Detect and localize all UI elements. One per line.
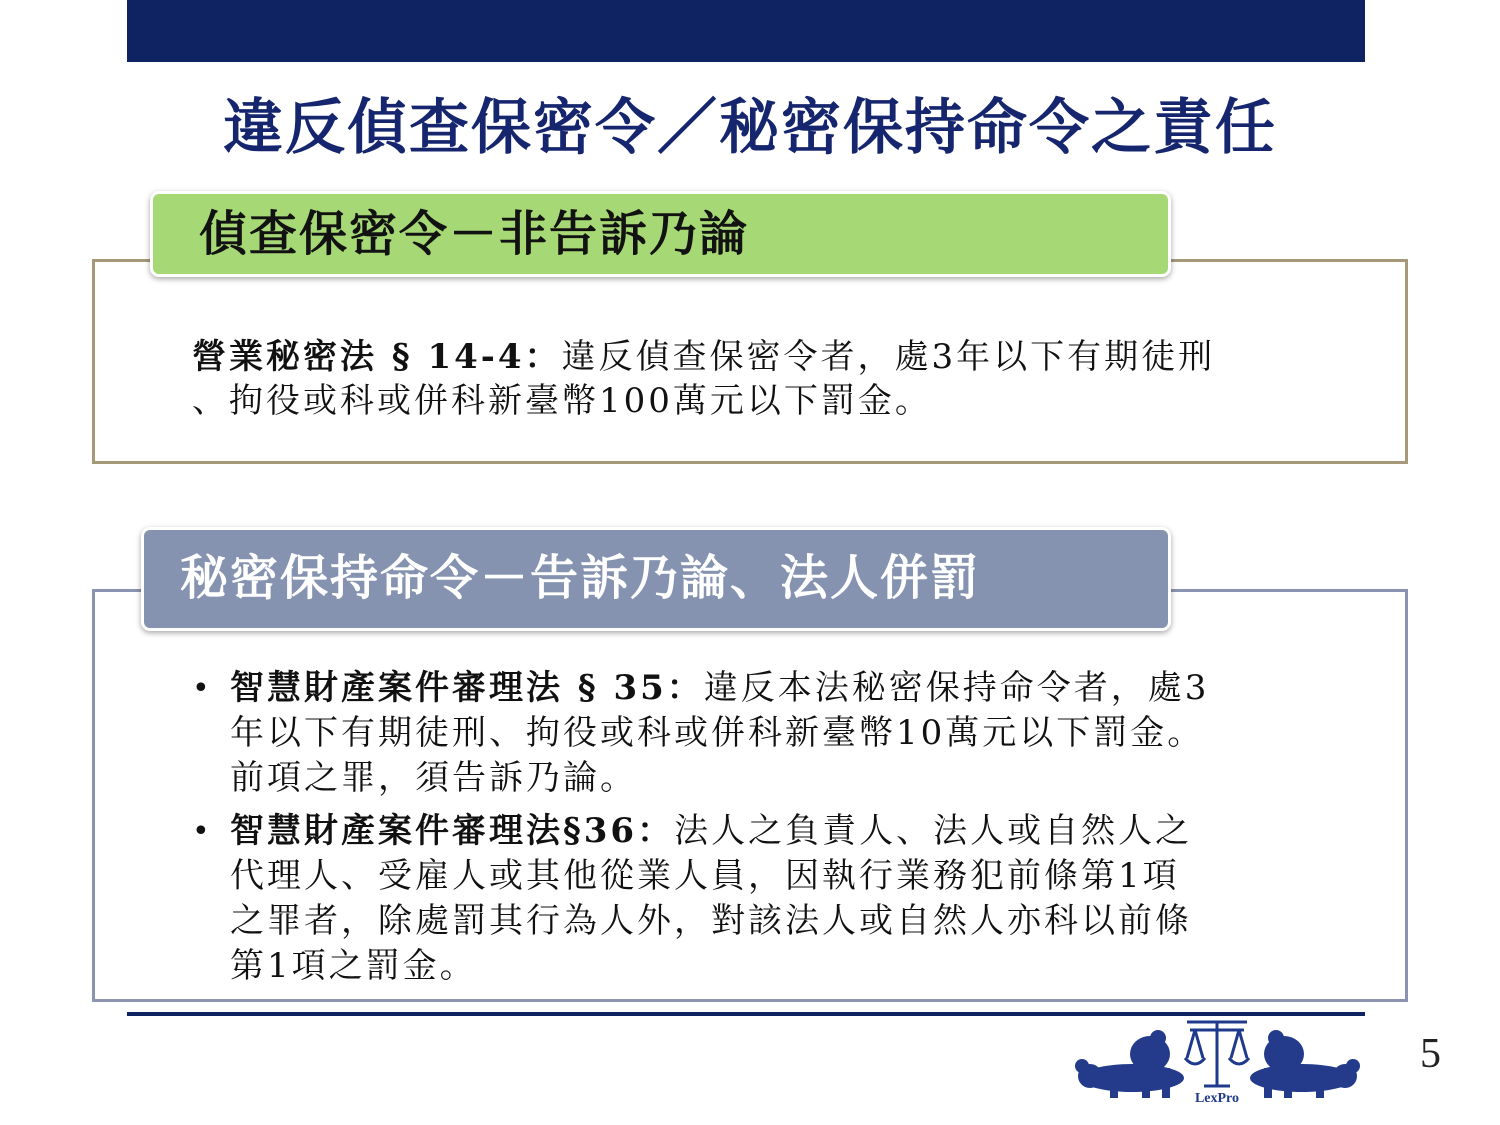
section-body-investigation-order [192,335,1312,423]
lion-right-icon [1250,1030,1360,1098]
bullet-text: 法人之負責人、法人或自然人之 [674,811,1193,851]
law-text: 違反偵查保密令者，處3年以下有期徒刑 [561,337,1216,377]
law-reference: 智慧財產案件審理法§36： [230,811,675,851]
bullet-text: 違反本法秘密保持命令者，處3 [703,668,1210,708]
bullet-icon: • [192,671,213,706]
page-number: 5 [1420,1031,1441,1077]
logo-text: LexPro [1194,1091,1240,1106]
bullet-line: 年以下有期徒刑、拘役或科或併科新臺幣10萬元以下罰金。 [230,713,1205,753]
bullet-line: 代理人、受雇人或其他從業人員，因執行業務犯前條第1項 [230,856,1180,896]
list-item [192,809,1312,989]
bullet-line: 前項之罪，須告訴乃論。 [230,758,637,798]
page-title: 違反偵查保密令／秘密保持命令之責任 [223,93,1277,163]
law-reference: 智慧財產案件審理法 § 35： [230,668,704,708]
lexpro-logo [1070,1016,1365,1106]
bullet-icon: • [192,814,213,849]
bullet-line [230,809,1312,854]
bullet-line: 第1項之罰金。 [230,946,477,986]
lion-left-icon [1075,1030,1184,1098]
bullet-line: 之罪者，除處罰其行為人外，對該法人或自然人亦科以前條 [230,901,1192,941]
section-header-investigation-order: 偵查保密令－非告訴乃論 [150,191,1171,277]
law-reference: 營業秘密法 § 14-4： [192,337,562,377]
list-item [192,666,1312,801]
bullet-line [230,666,1312,711]
scales-icon [1185,1022,1249,1086]
logo-graphic [1070,1016,1365,1106]
law-text-line-2: 、拘役或科或併科新臺幣100萬元以下罰金。 [192,381,932,421]
top-banner [127,0,1365,62]
bullet-list [192,666,1312,997]
law-text-line-1 [192,335,1312,379]
section-header-confidentiality-order: 秘密保持命令－告訴乃論、法人併罰 [141,527,1171,631]
